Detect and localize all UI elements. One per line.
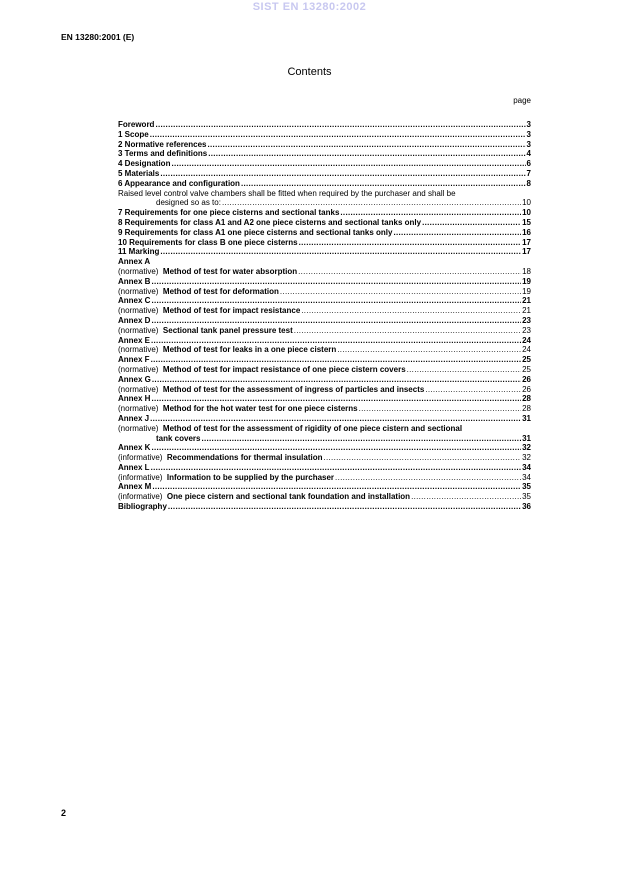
annex-type: (normative) (118, 384, 159, 394)
toc-annex-entry[interactable] (118, 326, 531, 336)
toc-entry-label: Information to be supplied by the purchaser (166, 472, 335, 482)
annex-label: Annex H (118, 394, 151, 404)
annex-type: (normative) (118, 364, 159, 374)
toc-entry-scope[interactable] (118, 130, 531, 140)
annex-label: Annex L (118, 462, 150, 472)
toc-annex-entry[interactable] (118, 287, 531, 297)
toc-entry-label: Bibliography (118, 502, 167, 512)
toc-annex-entry[interactable] (118, 385, 531, 395)
toc-entry-page: 10 (522, 208, 531, 218)
annex-label: Annex C (118, 296, 151, 306)
toc-entry-label: Sectional tank panel pressure test (162, 325, 293, 335)
annex-type: (informative) (118, 453, 163, 463)
toc-entry-label: 5 Materials (118, 168, 160, 178)
toc-entry-page: 21 (522, 306, 531, 316)
annex-type: (normative) (118, 266, 159, 276)
toc-annex-heading[interactable] (118, 482, 531, 492)
toc-annex-heading[interactable] (118, 414, 531, 424)
table-of-contents (118, 120, 531, 512)
toc-entry-page: 10 (522, 198, 531, 208)
toc-annex-entry[interactable] (118, 404, 531, 414)
toc-entry-label: Method of test for water absorption (162, 266, 298, 276)
annex-type: (informative) (118, 492, 163, 502)
toc-annex-heading[interactable] (118, 277, 531, 287)
toc-entry-page: 35 (522, 482, 531, 492)
toc-annex-entry[interactable] (118, 492, 531, 502)
annex-label: Annex K (118, 443, 151, 453)
toc-entry-label: Method for the hot water test for one piece cisterns (162, 404, 358, 414)
toc-annex-entry[interactable] (118, 267, 531, 277)
annex-type: (normative) (118, 306, 159, 316)
toc-entry-page: 3 (526, 120, 531, 129)
toc-entry-label: Method of test for impact resistance (162, 306, 301, 316)
toc-entry-page: 31 (522, 433, 531, 443)
toc-entry-label: Method of test for deformation (162, 286, 279, 296)
toc-entry-label: Recommendations for thermal insulation (166, 453, 323, 463)
toc-entry-terms[interactable] (118, 149, 531, 159)
toc-entry-page: 25 (522, 364, 531, 374)
toc-annex-entry[interactable] (118, 365, 531, 375)
toc-entry-page: 28 (522, 394, 531, 404)
toc-entry-page: 24 (522, 335, 531, 345)
toc-entry-raised-level-line1[interactable] (118, 189, 531, 199)
toc-entry-page: 6 (526, 159, 531, 169)
toc-annex-heading[interactable] (118, 463, 531, 473)
toc-entry-label: 11 Marking (118, 247, 160, 257)
toc-annex-heading[interactable] (118, 257, 531, 267)
annex-label: Annex G (118, 374, 151, 384)
toc-annex-entry[interactable] (118, 424, 531, 434)
toc-entry-label: Foreword (118, 120, 155, 129)
toc-entry-label: 2 Normative references (118, 139, 207, 149)
toc-entry-bibliography[interactable] (118, 502, 531, 512)
toc-entry-page: 7 (526, 168, 531, 178)
toc-entry-page: 34 (522, 472, 531, 482)
toc-entry-raised-level-line2[interactable] (118, 198, 531, 208)
toc-entry-page: 28 (522, 404, 531, 414)
toc-entry-label: 10 Requirements for class B one piece cisterns (118, 237, 298, 247)
toc-entry-page: 15 (522, 217, 531, 227)
toc-entry-requirements-9[interactable] (118, 228, 531, 238)
toc-annex-heading[interactable] (118, 336, 531, 346)
annex-type: (normative) (118, 404, 159, 414)
toc-entry-page: 17 (522, 237, 531, 247)
toc-entry-page: 16 (522, 227, 531, 237)
toc-entry-page: 8 (526, 178, 531, 188)
annex-label: Annex A (118, 257, 151, 267)
toc-entry-page: 23 (522, 315, 531, 325)
toc-entry-page: 32 (522, 443, 531, 453)
page-column-label: page (513, 96, 531, 105)
annex-label: Annex J (118, 413, 150, 423)
toc-entry-materials[interactable] (118, 169, 531, 179)
toc-entry-page: 23 (522, 325, 531, 335)
annex-label: Annex F (118, 355, 150, 365)
toc-entry-page: 26 (522, 384, 531, 394)
toc-entry-page: 35 (522, 492, 531, 502)
toc-entry-label: 1 Scope (118, 129, 149, 139)
toc-entry-page: 36 (522, 502, 531, 512)
toc-entry-page: 18 (522, 266, 531, 276)
toc-entry-label: 6 Appearance and configuration (118, 178, 240, 188)
toc-annex-heading[interactable] (118, 296, 531, 306)
toc-entry-label: Raised level control valve chambers shall be fitted when required by the purchaser and shall be (118, 188, 456, 198)
annex-label: Annex B (118, 276, 151, 286)
toc-annex-entry[interactable] (118, 345, 531, 355)
page-title: Contents (287, 66, 332, 78)
toc-entry-label: Method of test for leaks in a one piece cistern (162, 345, 337, 355)
annex-label: Annex D (118, 315, 151, 325)
toc-entry-requirements-7[interactable] (118, 208, 531, 218)
toc-entry-designation[interactable] (118, 159, 531, 169)
toc-entry-label: Method of test for the assessment of rigidity of one piece cistern and sectional (162, 423, 463, 433)
toc-entry-normative-references[interactable] (118, 140, 531, 150)
toc-entry-requirements-10[interactable] (118, 238, 531, 248)
toc-entry-page: 17 (522, 247, 531, 257)
toc-entry-page: 19 (522, 286, 531, 296)
toc-entry-page: 3 (526, 129, 531, 139)
toc-entry-label: 8 Requirements for class A1 and A2 one piece cisterns and sectional tanks only (118, 217, 422, 227)
toc-annex-heading[interactable] (118, 394, 531, 404)
annex-label: Annex M (118, 482, 152, 492)
toc-entry-page: 24 (522, 345, 531, 355)
toc-entry-page: 32 (522, 453, 531, 463)
toc-annex-entry[interactable] (118, 473, 531, 483)
document-id: EN 13280:2001 (E) (61, 32, 135, 42)
toc-entry-requirements-8[interactable] (118, 218, 531, 228)
toc-annex-heading[interactable] (118, 316, 531, 326)
annex-type: (normative) (118, 286, 159, 296)
toc-entry-page: 34 (522, 462, 531, 472)
toc-entry-label: tank covers (156, 433, 201, 443)
toc-entry-label: One piece cistern and sectional tank foundation and installation (166, 492, 411, 502)
toc-annex-heading[interactable] (118, 355, 531, 365)
toc-entry-page: 26 (522, 374, 531, 384)
toc-annex-heading[interactable] (118, 443, 531, 453)
toc-entry-page: 31 (522, 413, 531, 423)
annex-type: (informative) (118, 472, 163, 482)
toc-entry-page: 19 (522, 276, 531, 286)
toc-annex-entry[interactable] (118, 453, 531, 463)
annex-type: (normative) (118, 325, 159, 335)
annex-type: (normative) (118, 423, 159, 433)
toc-entry-label: 7 Requirements for one piece cisterns and sectional tanks (118, 208, 340, 218)
toc-entry-appearance[interactable] (118, 179, 531, 189)
toc-entry-page: 21 (522, 296, 531, 306)
toc-entry-label: Method of test for impact resistance of one piece cistern covers (162, 364, 406, 374)
annex-type: (normative) (118, 345, 159, 355)
toc-entry-label: designed so as to: (156, 198, 221, 208)
toc-entry-label: 4 Designation (118, 159, 171, 169)
toc-entry-label: 3 Terms and definitions (118, 149, 208, 159)
toc-entry-page: 4 (526, 149, 531, 159)
annex-label: Annex E (118, 335, 151, 345)
toc-annex-entry-continued[interactable] (118, 434, 531, 444)
watermark: SIST EN 13280:2002 (252, 1, 367, 13)
toc-annex-heading[interactable] (118, 375, 531, 385)
toc-annex-entry[interactable] (118, 306, 531, 316)
toc-entry-page: 25 (522, 355, 531, 365)
toc-entry-foreword[interactable] (118, 120, 531, 130)
toc-entry-label: 9 Requirements for class A1 one piece cisterns and sectional tanks only (118, 227, 393, 237)
toc-entry-page: 3 (526, 139, 531, 149)
page-number: 2 (61, 808, 67, 818)
toc-entry-marking[interactable] (118, 247, 531, 257)
toc-entry-label: Method of test for the assessment of ingress of particles and insects (162, 384, 425, 394)
